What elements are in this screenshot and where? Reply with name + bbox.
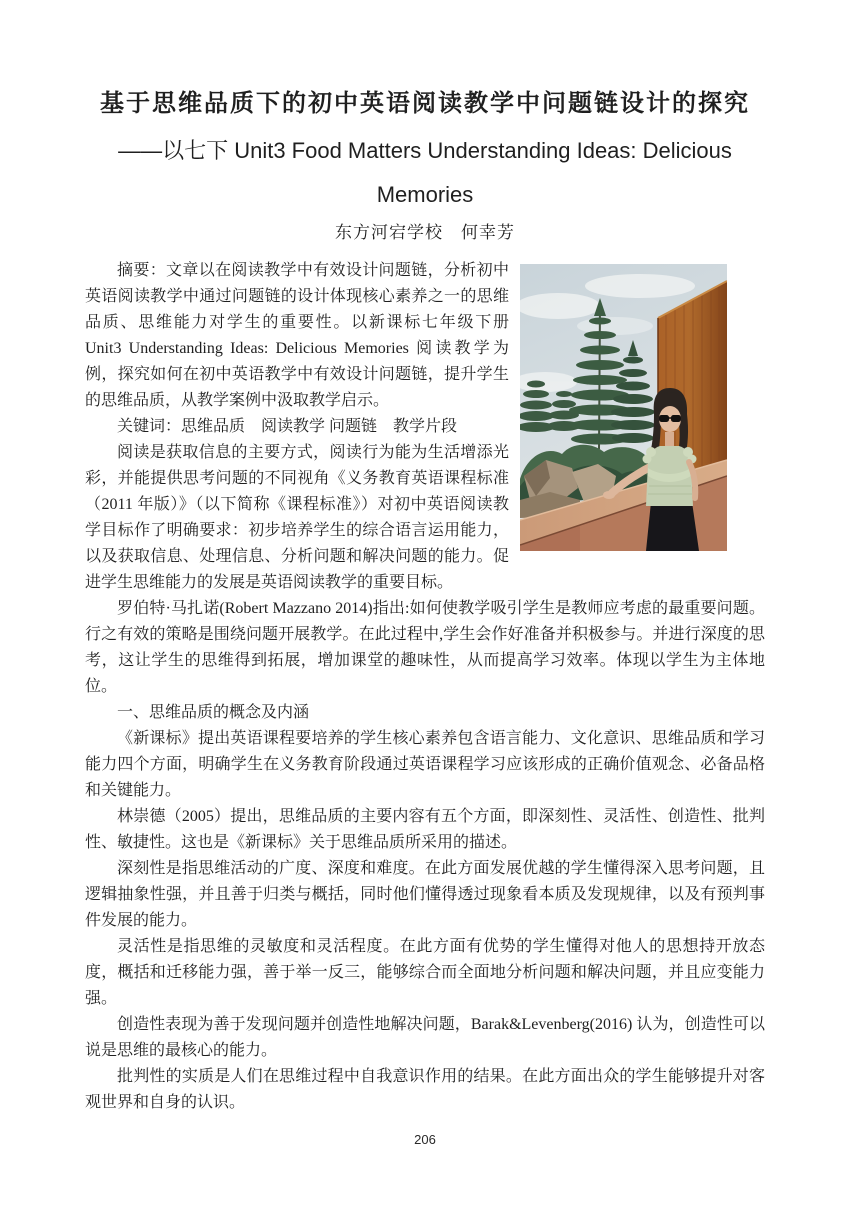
section-heading-1: 一、思维品质的概念及内涵 <box>117 704 310 721</box>
author-photo <box>520 264 727 551</box>
paragraph-mazzano: 罗伯特·马扎诺(Robert Mazzano 2014)指出:如何使教学吸引学生是教师应考虑的最重要问题。行之有效的策略是围绕问题开展教学。在此过程中,学生会作好准备并积极参与。并进行深度的思考，这让学生的思维得到拓展，增加课堂的趣味性，从而提高学习效率。体现以学生为主体地位。 <box>85 600 765 695</box>
paper-subtitle-line1: ——以七下 Unit3 Food Matters Understanding Ideas: Delicious <box>118 138 732 163</box>
paper-subtitle-line2: Memories <box>376 182 474 207</box>
paragraph-linchongde: 林崇德（2005）提出，思维品质的主要内容有五个方面，即深刻性、灵活性、创造性、批判性、敏捷性。这也是《新课标》关于思维品质所采用的描述。 <box>85 808 765 851</box>
paragraph-flexibility: 灵活性是指思维的灵敏度和灵活程度。在此方面有优势的学生懂得对他人的思想持开放态度，概括和迁移能力强，善于举一反三，能够综合而全面地分析问题和解决问题，并且应变能力强。 <box>85 938 765 1007</box>
article-body <box>85 258 765 1116</box>
paragraph-new-standard: 《新课标》提出英语课程要培养的学生核心素养包含语言能力、文化意识、思维品质和学习能力四个方面，明确学生在义务教育阶段通过英语课程学习应该形成的正确价值观念、必备品格和关键能力。 <box>85 730 765 799</box>
paragraph-reading-goal: 阅读是获取信息的主要方式，阅读行为能为生活增添光彩，并能提供思考问题的不同视角《义务教育英语课程标准（2011 年版）》（以下简称《课程标准》）对初中英语阅读教学目标作了明确要求：初步培养学生的综合语言运用能力，以及获取信息、处理信息、分析问题和解决问题的能力。促进学生思维能力的发展是英语阅读教学的重要目标。 <box>85 444 509 591</box>
paragraph-criticality: 批判性的实质是人们在思维过程中自我意识作用的结果。在此方面出众的学生能够提升对客观世界和自身的认识。 <box>85 1068 765 1111</box>
paragraph-keywords: 关键词：思维品质 阅读教学 问题链 教学片段 <box>117 418 458 435</box>
paper-title: 基于思维品质下的初中英语阅读教学中问题链设计的探究 <box>100 91 750 117</box>
paragraph-depth: 深刻性是指思维活动的广度、深度和难度。在此方面发展优越的学生懂得深入思考问题，且逻辑抽象性强，并且善于归类与概括，同时他们懂得透过现象看本质及发现规律，以及有预判事件发展的能力。 <box>85 860 765 929</box>
author-photo-illustration <box>520 264 727 551</box>
paragraph-abstract: 摘要：文章以在阅读教学中有效设计问题链，分析初中英语阅读教学中通过问题链的设计体现核心素养之一的思维品质、思维能力对学生的重要性。以新课标七年级下册 Unit3 Understanding Ideas: Delicious Memories 阅读教学为例，探究如何在初中英语教学中有效设计问题链，提升学生的思维品质，从教学案例中汲取教学启示。 <box>85 262 509 409</box>
author-line: 东方河宕学校 何幸芳 <box>335 223 515 242</box>
page-number: 206 <box>414 1132 436 1147</box>
photo-skirt <box>646 502 699 551</box>
paragraph-creativity: 创造性表现为善于发现问题并创造性地解决问题，Barak&Levenberg(2016) 认为，创造性可以说是思维的最核心的能力。 <box>85 1016 765 1059</box>
